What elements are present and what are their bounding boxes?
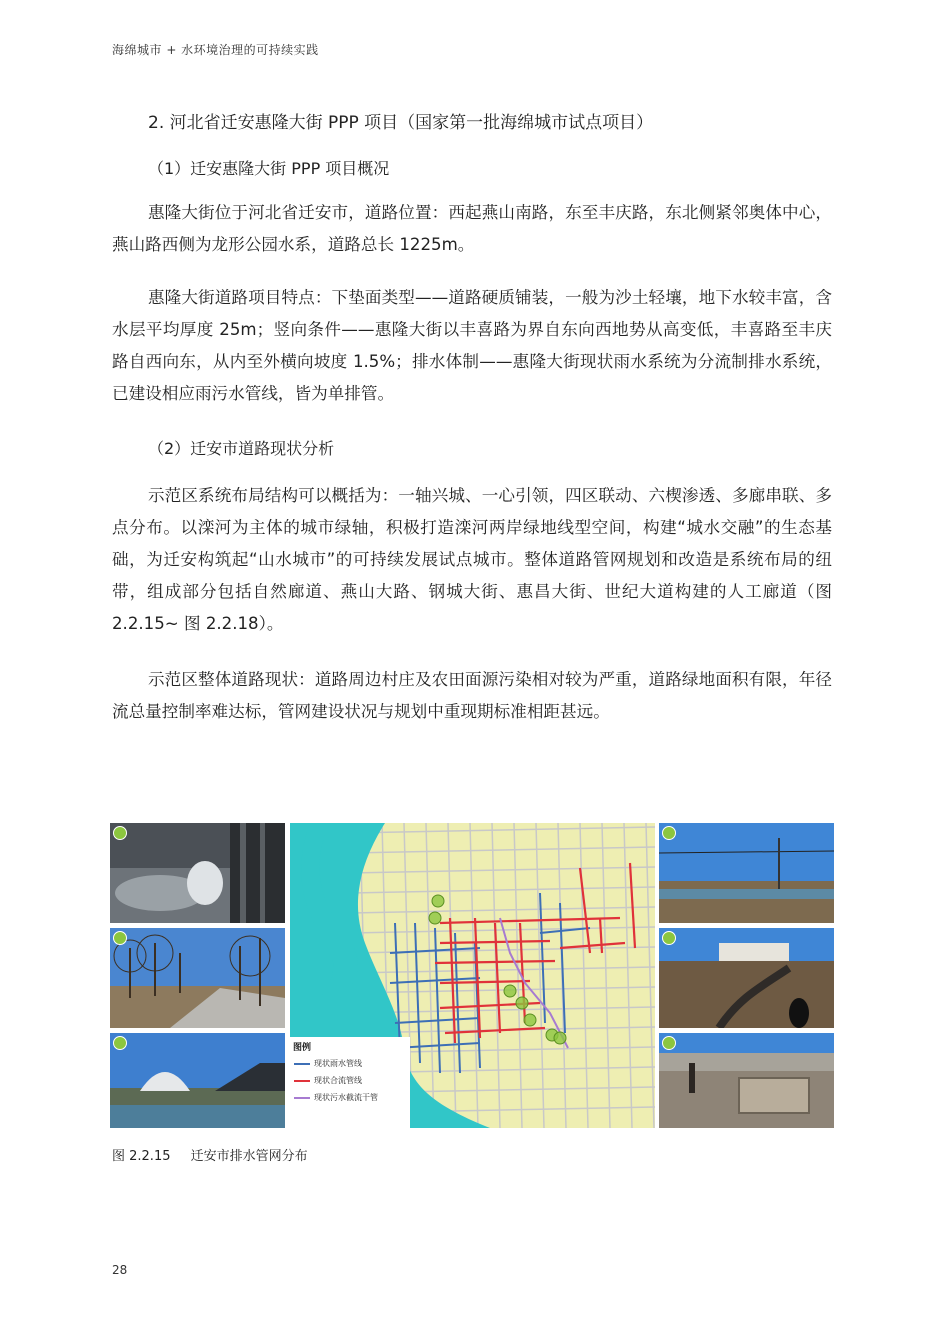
photo-location-marker xyxy=(516,997,528,1009)
paragraph-location: 惠隆大街位于河北省迁安市，道路位置：西起燕山南路，东至丰庆路，东北侧紧邻奥体中心，燕山路西侧为龙形公园水系，道路总长 1225m。 xyxy=(112,203,832,254)
legend-label: 现状合流管线 xyxy=(314,1076,362,1085)
legend-item-rain xyxy=(294,1058,362,1069)
section-title: 2. 河北省迁安惠隆大街 PPP 项目（国家第一批海绵城市试点项目） xyxy=(148,113,654,133)
page-number: 28 xyxy=(112,1263,128,1277)
legend-label: 现状雨水管线 xyxy=(314,1059,362,1068)
photo-canal-winter xyxy=(659,823,834,923)
photo-marker-icon xyxy=(113,931,127,945)
paragraph-features: 惠隆大街道路项目特点：下垫面类型——道路硬质铺装，一般为沙土轻壤，地下水较丰富，含水层平均厚度 25m；竖向条件——惠隆大街以丰喜路为界自东向西地势从高变低，丰喜路至丰庆路自西向东，从内至外横向坡度 1.5%；排水体制——惠隆大街现状雨水系统为分流制排水系统，已建设相应雨污水管线，皆为单排管。 xyxy=(112,288,832,403)
photo-marker-icon xyxy=(113,826,127,840)
running-header: 海绵城市 + 水环境治理的可持续实践 xyxy=(112,43,319,57)
caption-text: 迁安市排水管网分布 xyxy=(190,1149,308,1164)
figure-drainage-network xyxy=(110,823,834,1128)
photo-roadside xyxy=(110,928,285,1028)
legend-label: 现状污水截流干管 xyxy=(314,1093,378,1102)
photo-marker-icon xyxy=(662,826,676,840)
photo-location-marker xyxy=(432,895,444,907)
paragraph-status: 示范区整体道路现状：道路周边村庄及农田面源污染相对较为严重，道路绿地面积有限，年径流总量控制率难达标，管网建设状况与规划中重现期标准相距甚远。 xyxy=(112,670,832,721)
photo-location-marker xyxy=(429,912,441,924)
legend-swatch xyxy=(294,1097,310,1099)
legend-title: 图例 xyxy=(293,1043,312,1053)
map-legend xyxy=(290,1037,410,1128)
caption-number: 图 2.2.15 xyxy=(112,1149,171,1164)
photo-location-marker xyxy=(524,1014,536,1026)
photo-location-marker xyxy=(554,1032,566,1044)
figure-caption xyxy=(112,1145,308,1164)
photo-drain-outlet xyxy=(110,823,285,923)
photo-location-marker xyxy=(504,985,516,997)
photo-marker-icon xyxy=(113,1036,127,1050)
subsection-title-overview: （1）迁安惠隆大街 PPP 项目概况 xyxy=(148,159,390,178)
subsection-title-analysis: （2）迁安市道路现状分析 xyxy=(148,439,335,458)
drainage-map xyxy=(290,823,655,1128)
paragraph-layout: 示范区系统布局结构可以概括为：一轴兴城、一心引领，四区联动、六楔渗透、多廊串联、多点分布。以滦河为主体的城市绿轴，积极打造滦河两岸绿地线型空间，构建“城水交融”的生态基础，为迁安构筑起“山水城市”的可持续发展试点城市。整体道路管网规划和改造是系统布局的纽带，组成部分包括自然廊道、燕山大路、钢城大街、惠昌大街、世纪大道构建的人工廊道（图 2.2.15~ 图 2.2.18）。 xyxy=(112,486,832,633)
photo-ditch xyxy=(659,928,834,1028)
photo-buildings-river xyxy=(110,1033,285,1128)
legend-item-sewage xyxy=(294,1092,378,1103)
legend-swatch xyxy=(294,1063,310,1065)
photo-construction-site xyxy=(659,1033,834,1128)
photo-marker-icon xyxy=(662,1036,676,1050)
photo-marker-icon xyxy=(662,931,676,945)
legend-swatch xyxy=(294,1080,310,1082)
legend-item-combined xyxy=(294,1075,362,1086)
